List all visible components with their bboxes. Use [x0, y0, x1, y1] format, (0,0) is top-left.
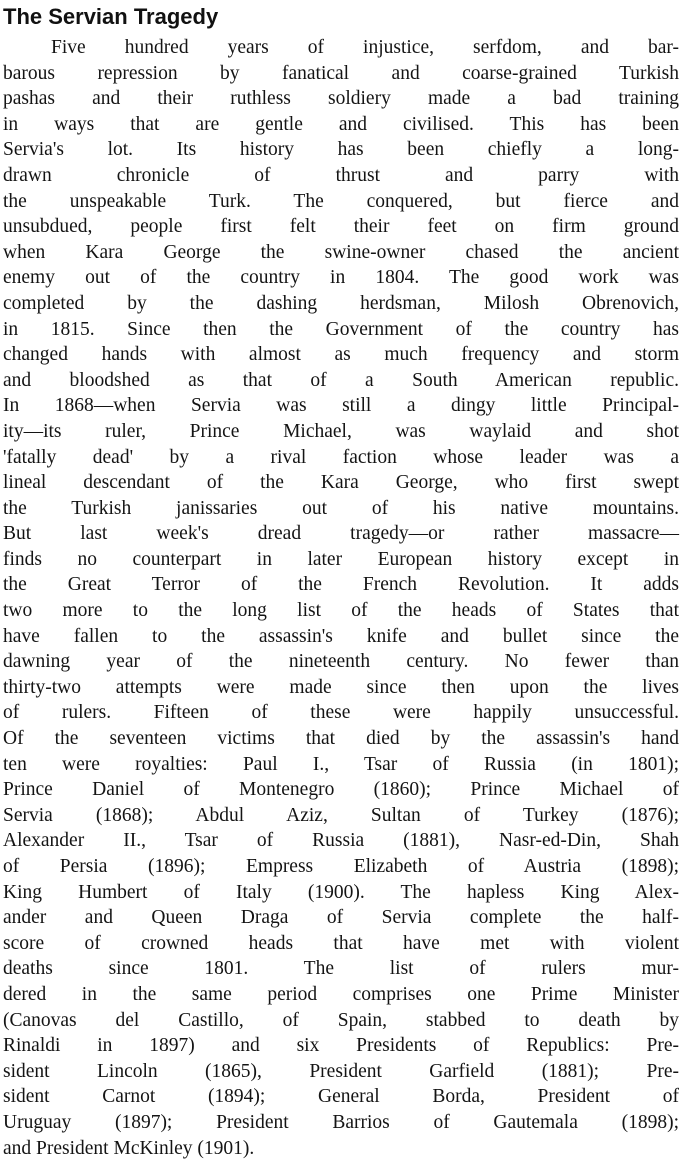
- text-line: of rulers. Fifteen of these were happily unsuccessful.: [3, 702, 679, 724]
- text-line: unsubdued, people first felt their feet on firm ground: [3, 216, 679, 238]
- text-line: But last week's dread tragedy—or rather massacre—: [3, 523, 679, 545]
- text-line: in ways that are gentle and civilised. This has been: [3, 113, 679, 135]
- text-line: lineal descendant of the Kara George, who first swept: [3, 472, 679, 494]
- text-line: enemy out of the country in 1804. The good work was: [3, 267, 679, 289]
- article-title: The Servian Tragedy: [3, 4, 219, 29]
- text-line: have fallen to the assassin's knife and bullet since the: [3, 625, 679, 647]
- text-line: deaths since 1801. The list of rulers mur-: [3, 958, 679, 980]
- text-line: Servia's lot. Its history has been chiefly a long-: [3, 139, 679, 161]
- text-line: in 1815. Since then the Government of the country has: [3, 318, 679, 340]
- text-line: when Kara George the swine-owner chased the ancient: [3, 241, 679, 263]
- text-line: sident Lincoln (1865), President Garfield (1881); Pre-: [3, 1060, 679, 1082]
- text-line: finds no counterpart in later European history except in: [3, 548, 679, 570]
- article-body: [3, 35, 679, 1161]
- text-line: ander and Queen Draga of Servia complete the half-: [3, 907, 679, 929]
- text-line: Servia (1868); Abdul Aziz, Sultan of Turkey (1876);: [3, 804, 679, 826]
- text-line: Of the seventeen victims that died by the assassin's hand: [3, 728, 679, 750]
- text-line: Five hundred years of injustice, serfdom, and bar-: [51, 37, 679, 58]
- text-line: score of crowned heads that have met with violent: [3, 932, 679, 954]
- text-line: Prince Daniel of Montenegro (1860); Prince Michael of: [3, 779, 679, 801]
- text-line: 'fatally dead' by a rival faction whose leader was a: [3, 446, 679, 468]
- text-line: and President McKinley (1901).: [3, 1137, 255, 1159]
- text-line: and bloodshed as that of a South American republic.: [3, 369, 679, 391]
- text-line: ity—its ruler, Prince Michael, was waylaid and shot: [3, 420, 679, 442]
- text-line: King Humbert of Italy (1900). The hapless King Alex-: [3, 881, 679, 903]
- text-line: Uruguay (1897); President Barrios of Gautemala (1898);: [3, 1111, 679, 1133]
- text-line: two more to the long list of the heads of States that: [3, 600, 679, 622]
- text-line: dered in the same period comprises one Prime Minister: [3, 983, 679, 1005]
- text-line: of Persia (1896); Empress Elizabeth of Austria (1898);: [3, 856, 679, 877]
- text-line: Alexander II., Tsar of Russia (1881), Nasr-ed-Din, Shah: [3, 830, 679, 852]
- text-line: completed by the dashing herdsman, Milosh Obrenovich,: [3, 292, 679, 314]
- text-line: pashas and their ruthless soldiery made a bad training: [3, 88, 679, 110]
- text-line: dawning year of the nineteenth century. No fewer than: [3, 651, 679, 673]
- text-line: drawn chronicle of thrust and parry with: [3, 164, 679, 186]
- text-line: thirty-two attempts were made since then upon the lives: [3, 676, 679, 698]
- text-line: ten were royalties: Paul I., Tsar of Russia (in 1801);: [3, 753, 679, 775]
- text-line: sident Carnot (1894); General Borda, President of: [3, 1086, 679, 1108]
- text-line: In 1868—when Servia was still a dingy little Principal-: [3, 395, 679, 417]
- text-line: changed hands with almost as much frequency and storm: [3, 344, 679, 366]
- article: [3, 0, 679, 1161]
- text-line: Rinaldi in 1897) and six Presidents of Republics: Pre-: [3, 1035, 679, 1057]
- text-line: barous repression by fanatical and coarse-grained Turkish: [3, 62, 679, 84]
- text-line: the Great Terror of the French Revolution. It adds: [3, 574, 679, 596]
- text-line: the Turkish janissaries out of his native mountains.: [3, 497, 679, 519]
- text-line: (Canovas del Castillo, of Spain, stabbed to death by: [3, 1009, 679, 1031]
- text-line: the unspeakable Turk. The conquered, but fierce and: [3, 190, 679, 212]
